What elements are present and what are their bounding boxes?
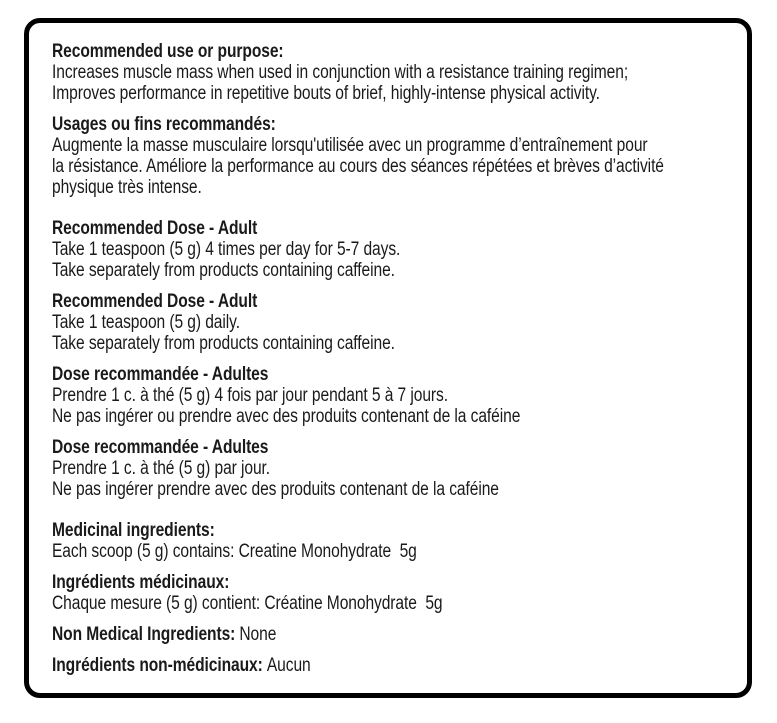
- section-non-medicinal-en: [52, 624, 733, 645]
- section-recommended-use-fr: [52, 114, 733, 198]
- supplement-label-panel: [24, 18, 752, 698]
- section-heading: Recommended use or purpose:: [52, 41, 284, 62]
- section-recommended-use-en: [52, 41, 733, 104]
- section-line: Increases muscle mass when used in conjunction with a resistance training regimen;: [52, 62, 629, 83]
- section-heading: Dose recommandée - Adultes: [52, 364, 269, 385]
- section-non-medicinal-fr: [52, 655, 733, 676]
- section-line: Prendre 1 c. à thé (5 g) par jour.: [52, 458, 271, 479]
- section-line: Chaque mesure (5 g) contient: Créatine Monohydrate 5g: [52, 593, 443, 614]
- inline-ingredient-value: None: [239, 624, 277, 645]
- section-recommended-dose-en-daily: [52, 291, 733, 354]
- section-heading: Dose recommandée - Adultes: [52, 437, 269, 458]
- section-line: Improves performance in repetitive bouts of brief, highly-intense physical activity.: [52, 83, 600, 104]
- label-sections: [52, 41, 733, 676]
- section-dose-recommandee-fr-loading: [52, 364, 733, 427]
- section-line: Each scoop (5 g) contains: Creatine Monohydrate 5g: [52, 541, 417, 562]
- section-heading: Recommended Dose - Adult: [52, 218, 258, 239]
- section-line: Take 1 teaspoon (5 g) daily.: [52, 312, 240, 333]
- section-heading: Usages ou fins recommandés:: [52, 114, 276, 135]
- section-heading: Recommended Dose - Adult: [52, 291, 258, 312]
- section-line: Take separately from products containing caffeine.: [52, 260, 395, 281]
- section-line: Ne pas ingérer prendre avec des produits contenant de la caféine: [52, 479, 499, 500]
- section-line: Take 1 teaspoon (5 g) 4 times per day for 5-7 days.: [52, 239, 401, 260]
- inline-ingredient-label: Non Medical Ingredients:: [52, 624, 236, 645]
- section-line: Augmente la masse musculaire lorsqu'utilisée avec un programme d’entraînement pour: [52, 135, 648, 156]
- section-heading: Ingrédients médicinaux:: [52, 572, 230, 593]
- section-line: Prendre 1 c. à thé (5 g) 4 fois par jour pendant 5 à 7 jours.: [52, 385, 448, 406]
- section-line: Ne pas ingérer ou prendre avec des produits contenant de la caféine: [52, 406, 521, 427]
- inline-ingredient-row: [52, 655, 610, 676]
- section-medicinal-ingredients-en: [52, 520, 733, 562]
- inline-ingredient-row: [52, 624, 610, 645]
- section-line: physique très intense.: [52, 177, 202, 198]
- section-medicinal-ingredients-fr: [52, 572, 733, 614]
- section-dose-recommandee-fr-daily: [52, 437, 733, 500]
- section-heading: Medicinal ingredients:: [52, 520, 215, 541]
- section-line: la résistance. Améliore la performance au cours des séances répétées et brèves d’activité: [52, 156, 664, 177]
- section-line: Take separately from products containing caffeine.: [52, 333, 395, 354]
- inline-ingredient-value: Aucun: [266, 655, 311, 676]
- section-recommended-dose-en-loading: [52, 218, 733, 281]
- inline-ingredient-label: Ingrédients non-médicinaux:: [52, 655, 263, 676]
